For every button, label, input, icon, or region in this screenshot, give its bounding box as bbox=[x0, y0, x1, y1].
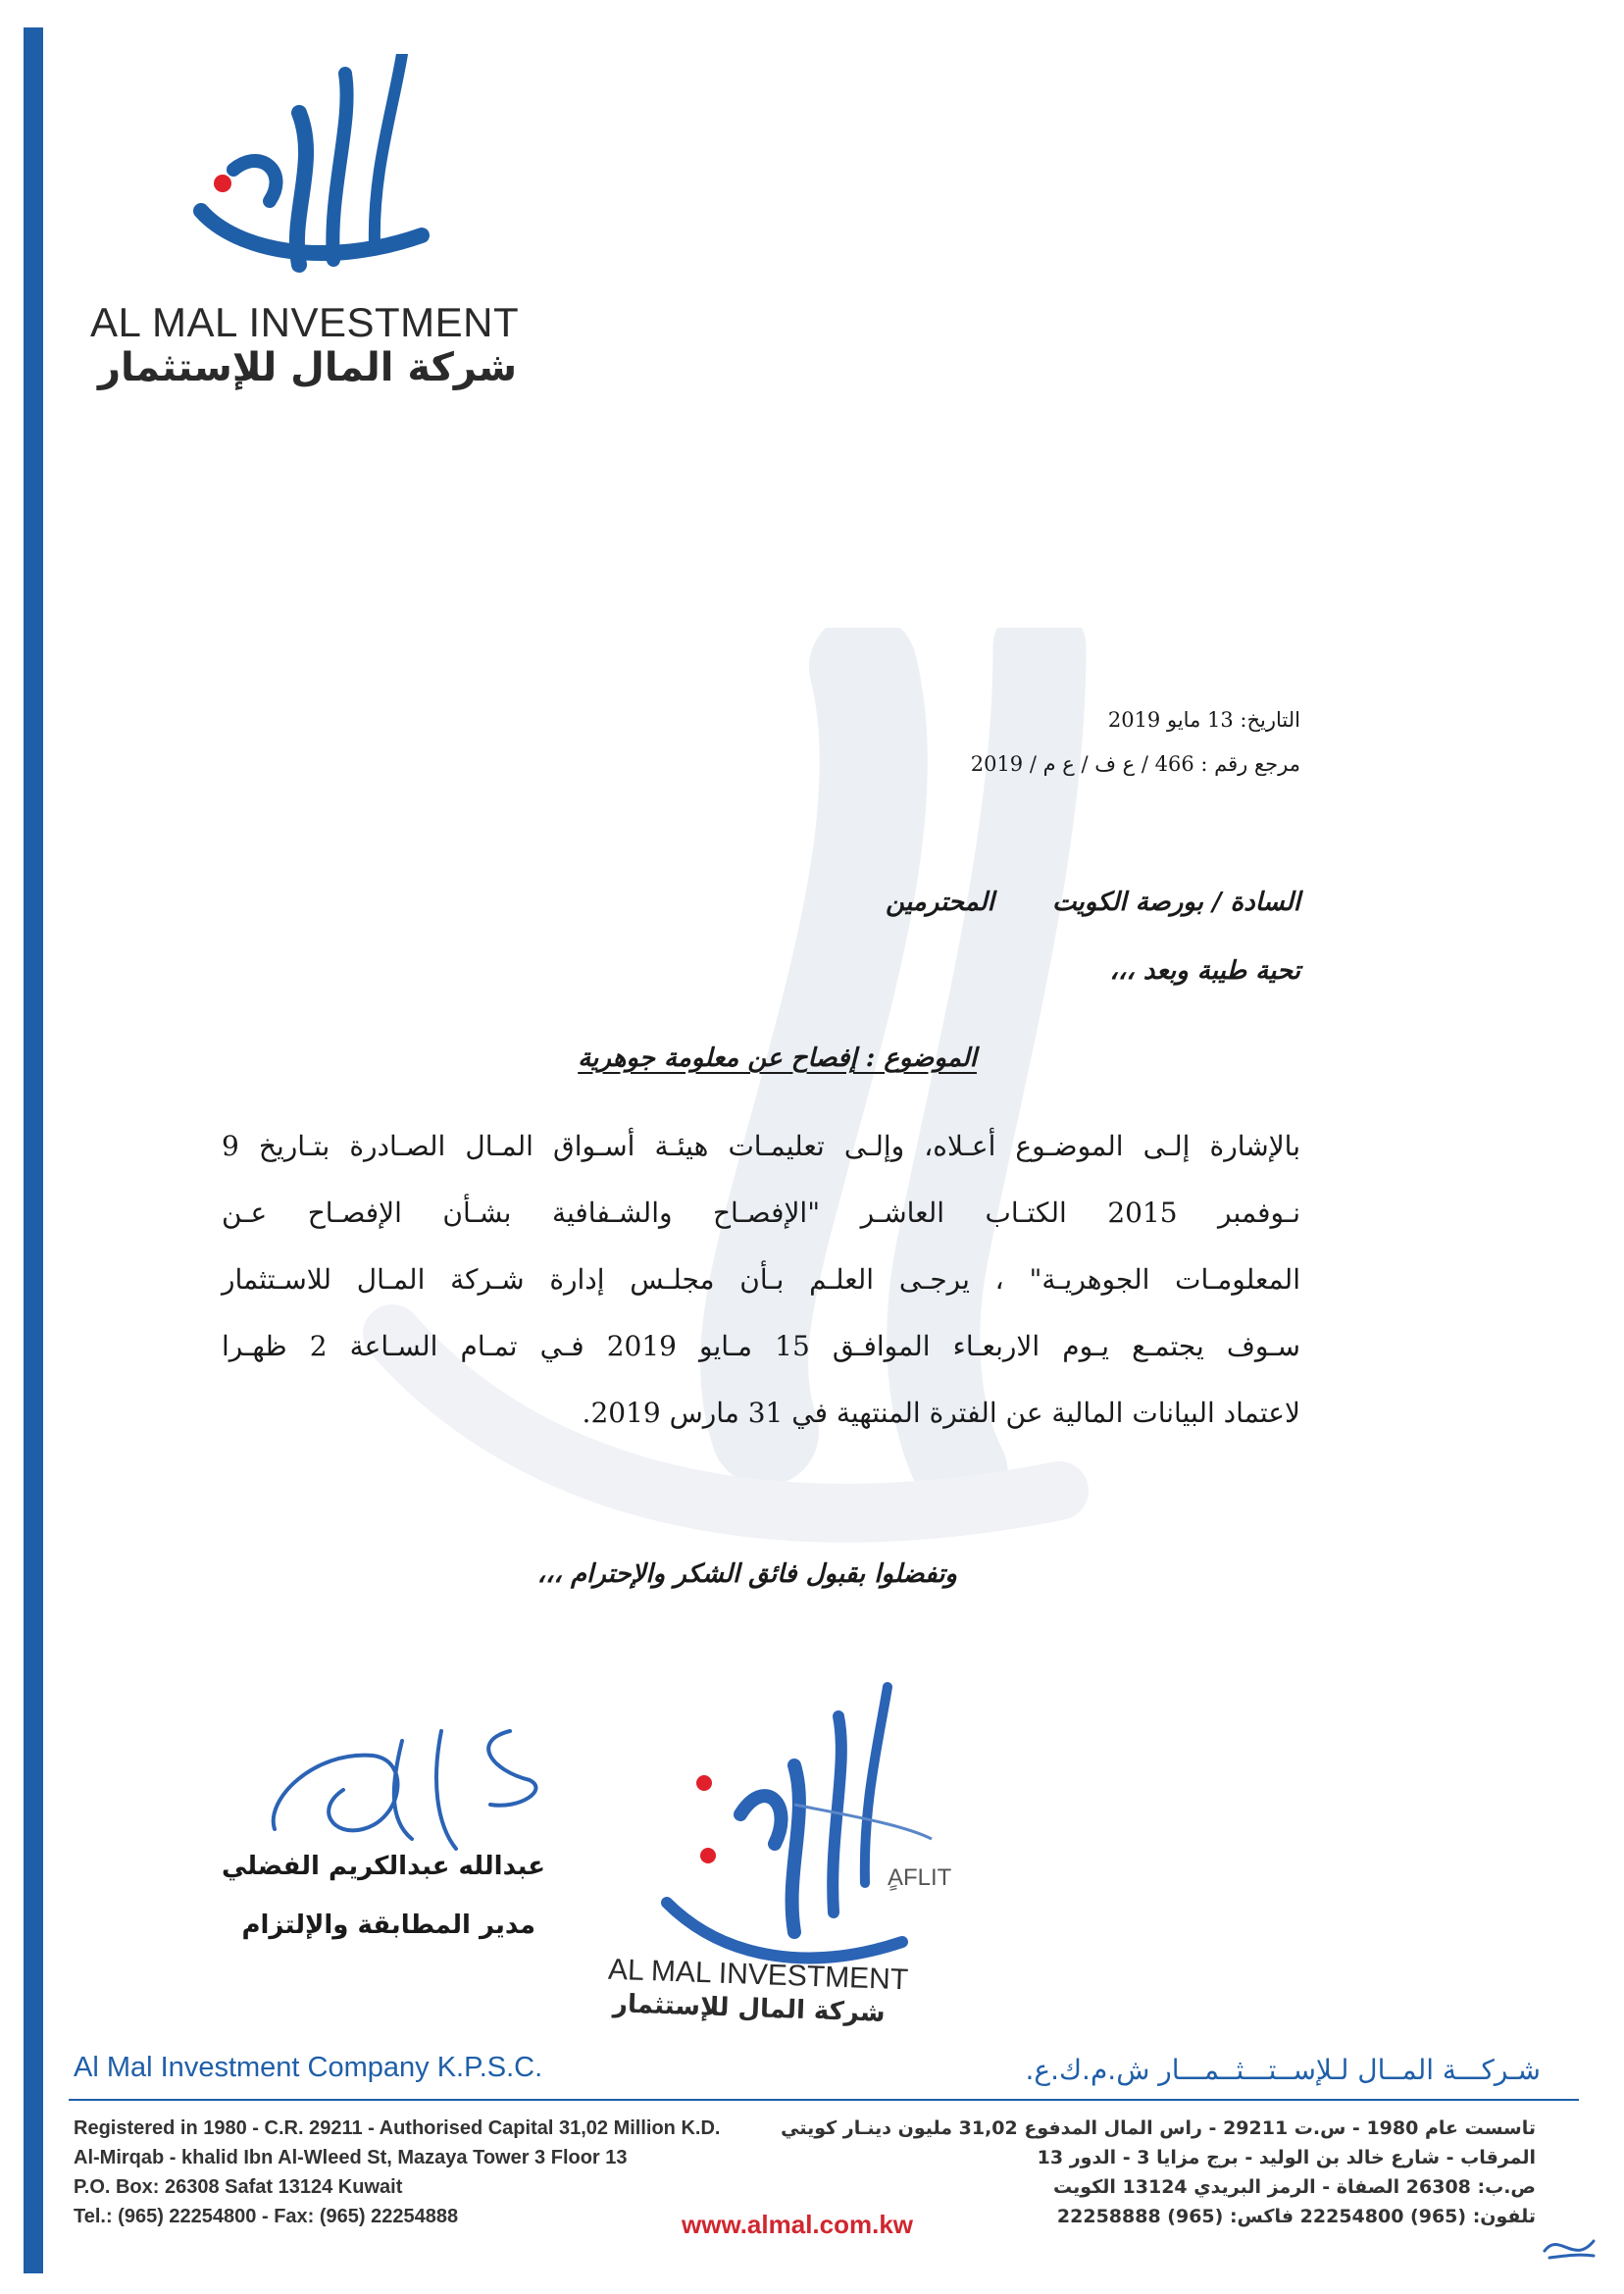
reference-number: مرجع رقم : 466 / ع ف / ع م / 2019 bbox=[970, 752, 1300, 776]
footer-line-ar: تاسست عام 1980 - س.ت 29211 - راس المال المدفوع 31,02 مليون دينـار كويتي bbox=[781, 2117, 1536, 2139]
stamp-text-en: AL MAL INVESTMENT bbox=[607, 1953, 909, 1997]
footer-company-en: Al Mal Investment Company K.P.S.C. bbox=[74, 2052, 543, 2083]
recipient bbox=[886, 888, 1300, 917]
footer-line-en: Al-Mirqab - khalid Ibn Al-Wleed St, Mazaya Tower 3 Floor 13 bbox=[74, 2147, 628, 2168]
footer-line-ar: تلفون: (965) 22254800 فاكس: (965) 22258888 bbox=[1056, 2206, 1536, 2227]
website-link[interactable]: www.almal.com.kw bbox=[682, 2210, 914, 2239]
letter-date: التاريخ: 13 مايو 2019 bbox=[1107, 708, 1300, 732]
handwritten-mark bbox=[1540, 2226, 1599, 2266]
body-line: بالإشارة إلـى الموضـوع أعـلاه، وإلـى تعليمـات هيئـة أسـواق المـال الصـادرة بتـاريخ 9 bbox=[222, 1130, 1300, 1162]
closing-line: وتفضلوا بقبول فائق الشكر والإحترام ،،، bbox=[536, 1559, 957, 1589]
footer-line-en: Registered in 1980 - C.R. 29211 - Authorised Capital 31,02 Million K.D. bbox=[74, 2117, 721, 2139]
footer-divider bbox=[69, 2099, 1579, 2101]
footer-address-en bbox=[74, 2114, 720, 2231]
left-accent-bar bbox=[24, 27, 43, 2273]
signer-title: مدير المطابقة والإلتزام bbox=[241, 1911, 535, 1940]
recipient-name: السادة / بورصة الكويت bbox=[1051, 888, 1300, 917]
handwritten-signature bbox=[255, 1711, 569, 1859]
stamp-text-ar: شركة المال للإستثمار bbox=[612, 1989, 887, 2028]
footer-line-en: P.O. Box: 26308 Safat 13124 Kuwait bbox=[74, 2176, 403, 2198]
footer-company-ar: شـركـــة المــال لـلإســتـــثــمـــار ش.م.ك.ع. bbox=[1025, 2054, 1541, 2086]
logo-red-dot bbox=[214, 175, 231, 192]
body-line: سـوف يجتمـع يـوم الاربعـاء الموافـق 15 مـايو 2019 فـي تمـام السـاعة 2 ظهـرا bbox=[222, 1330, 1301, 1362]
body-line: لاعتماد البيانات المالية عن الفترة المنتهية في 31 مارس 2019. bbox=[582, 1397, 1300, 1429]
body-line: المعلومـات الجوهريـة" ، يرجـى العلـم بـأن مجلـس إدارة شـركة المـال للاسـتثمار bbox=[222, 1263, 1300, 1296]
body-line: نـوفمبر 2015 الكتـاب العاشـر "الإفصـاح والشـفافية بشـأن الإفصـاح عـن bbox=[222, 1197, 1300, 1229]
footer-line-ar: ص.ب: 26308 الصفاة - الرمز البريدي 13124 الكويت bbox=[1053, 2176, 1536, 2198]
signer-name: عبدالله عبدالكريم الفضلي bbox=[222, 1852, 545, 1881]
logo-text-ar: شركة المال للإستثمار bbox=[98, 345, 518, 390]
footer-line-en: Tel.: (965) 22254800 - Fax: (965) 22254888 bbox=[74, 2206, 459, 2227]
recipient-honorific: المحترمين bbox=[886, 888, 994, 917]
logo-text-en: AL MAL INVESTMENT bbox=[90, 299, 520, 345]
subject-line: الموضوع : إفصاح عن معلومة جوهرية bbox=[578, 1044, 977, 1073]
greeting: تحية طيبة وبعد ،،، bbox=[1109, 956, 1300, 986]
footer-line-ar: المرقاب - شارع خالد بن الوليد - برج مزايا 3 - الدور 13 bbox=[1037, 2147, 1536, 2168]
stamp-text-fragment: ٍAFLIT bbox=[888, 1864, 952, 1891]
